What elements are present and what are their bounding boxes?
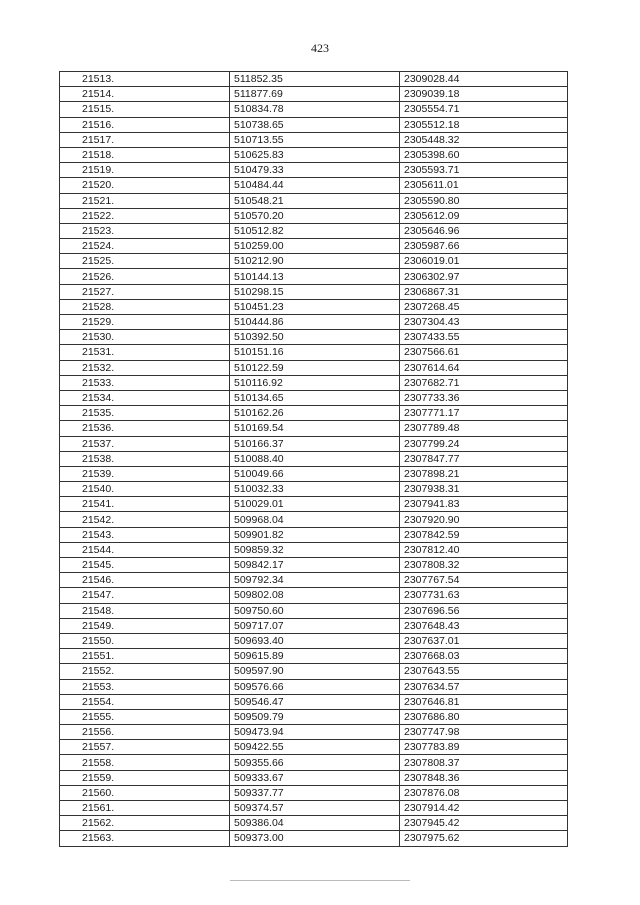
table-row bbox=[60, 330, 568, 345]
table-row bbox=[60, 816, 568, 831]
northing-cell: 2307789.48 bbox=[400, 421, 568, 436]
table-row bbox=[60, 497, 568, 512]
serial-number-cell: 21543. bbox=[60, 527, 230, 542]
northing-cell: 2307941.83 bbox=[400, 497, 568, 512]
northing-cell: 2305554.71 bbox=[400, 102, 568, 117]
northing-cell: 2309028.44 bbox=[400, 72, 568, 87]
table-row bbox=[60, 254, 568, 269]
northing-cell: 2307646.81 bbox=[400, 694, 568, 709]
serial-number-cell: 21522. bbox=[60, 208, 230, 223]
table-row bbox=[60, 375, 568, 390]
northing-cell: 2305512.18 bbox=[400, 117, 568, 132]
table-row bbox=[60, 725, 568, 740]
table-row bbox=[60, 163, 568, 178]
serial-number-cell: 21528. bbox=[60, 299, 230, 314]
northing-cell: 2307945.42 bbox=[400, 816, 568, 831]
serial-number-cell: 21554. bbox=[60, 694, 230, 709]
serial-number-cell: 21533. bbox=[60, 375, 230, 390]
serial-number-cell: 21517. bbox=[60, 132, 230, 147]
serial-number-cell: 21518. bbox=[60, 147, 230, 162]
table-row bbox=[60, 801, 568, 816]
table-row bbox=[60, 87, 568, 102]
easting-cell: 510444.86 bbox=[230, 315, 400, 330]
northing-cell: 2309039.18 bbox=[400, 87, 568, 102]
serial-number-cell: 21523. bbox=[60, 223, 230, 238]
table-row bbox=[60, 466, 568, 481]
northing-cell: 2307842.59 bbox=[400, 527, 568, 542]
serial-number-cell: 21537. bbox=[60, 436, 230, 451]
table-row bbox=[60, 284, 568, 299]
serial-number-cell: 21530. bbox=[60, 330, 230, 345]
easting-cell: 511877.69 bbox=[230, 87, 400, 102]
table-row bbox=[60, 360, 568, 375]
page-footer-rule bbox=[230, 880, 410, 881]
easting-cell: 509968.04 bbox=[230, 512, 400, 527]
northing-cell: 2307304.43 bbox=[400, 315, 568, 330]
northing-cell: 2307847.77 bbox=[400, 451, 568, 466]
easting-cell: 510484.44 bbox=[230, 178, 400, 193]
table-row bbox=[60, 709, 568, 724]
serial-number-cell: 21535. bbox=[60, 406, 230, 421]
table-row bbox=[60, 193, 568, 208]
serial-number-cell: 21546. bbox=[60, 573, 230, 588]
northing-cell: 2307783.89 bbox=[400, 740, 568, 755]
easting-cell: 509374.57 bbox=[230, 801, 400, 816]
easting-cell: 509750.60 bbox=[230, 603, 400, 618]
serial-number-cell: 21561. bbox=[60, 801, 230, 816]
easting-cell: 510088.40 bbox=[230, 451, 400, 466]
easting-cell: 510259.00 bbox=[230, 239, 400, 254]
table-row bbox=[60, 679, 568, 694]
northing-cell: 2305448.32 bbox=[400, 132, 568, 147]
northing-cell: 2307808.37 bbox=[400, 755, 568, 770]
serial-number-cell: 21538. bbox=[60, 451, 230, 466]
serial-number-cell: 21550. bbox=[60, 633, 230, 648]
serial-number-cell: 21540. bbox=[60, 482, 230, 497]
northing-cell: 2307898.21 bbox=[400, 466, 568, 481]
easting-cell: 509333.67 bbox=[230, 770, 400, 785]
table-row bbox=[60, 436, 568, 451]
easting-cell: 509546.47 bbox=[230, 694, 400, 709]
easting-cell: 509792.34 bbox=[230, 573, 400, 588]
serial-number-cell: 21560. bbox=[60, 785, 230, 800]
northing-cell: 2307848.36 bbox=[400, 770, 568, 785]
table-row bbox=[60, 147, 568, 162]
easting-cell: 510032.33 bbox=[230, 482, 400, 497]
easting-cell: 510392.50 bbox=[230, 330, 400, 345]
easting-cell: 510713.55 bbox=[230, 132, 400, 147]
serial-number-cell: 21563. bbox=[60, 831, 230, 846]
northing-cell: 2305987.66 bbox=[400, 239, 568, 254]
easting-cell: 509509.79 bbox=[230, 709, 400, 724]
serial-number-cell: 21547. bbox=[60, 588, 230, 603]
easting-cell: 510134.65 bbox=[230, 390, 400, 405]
table-row bbox=[60, 208, 568, 223]
serial-number-cell: 21520. bbox=[60, 178, 230, 193]
serial-number-cell: 21514. bbox=[60, 87, 230, 102]
northing-cell: 2307731.63 bbox=[400, 588, 568, 603]
serial-number-cell: 21551. bbox=[60, 649, 230, 664]
northing-cell: 2307643.55 bbox=[400, 664, 568, 679]
table-row bbox=[60, 527, 568, 542]
table-row bbox=[60, 831, 568, 846]
easting-cell: 510738.65 bbox=[230, 117, 400, 132]
easting-cell: 510298.15 bbox=[230, 284, 400, 299]
serial-number-cell: 21557. bbox=[60, 740, 230, 755]
northing-cell: 2307634.57 bbox=[400, 679, 568, 694]
northing-cell: 2305611.01 bbox=[400, 178, 568, 193]
easting-cell: 510122.59 bbox=[230, 360, 400, 375]
table-row bbox=[60, 603, 568, 618]
northing-cell: 2307433.55 bbox=[400, 330, 568, 345]
table-row bbox=[60, 299, 568, 314]
table-row bbox=[60, 239, 568, 254]
serial-number-cell: 21527. bbox=[60, 284, 230, 299]
table-row bbox=[60, 573, 568, 588]
easting-cell: 509615.89 bbox=[230, 649, 400, 664]
serial-number-cell: 21544. bbox=[60, 542, 230, 557]
serial-number-cell: 21556. bbox=[60, 725, 230, 740]
easting-cell: 510162.26 bbox=[230, 406, 400, 421]
serial-number-cell: 21524. bbox=[60, 239, 230, 254]
northing-cell: 2307268.45 bbox=[400, 299, 568, 314]
easting-cell: 509802.08 bbox=[230, 588, 400, 603]
serial-number-cell: 21558. bbox=[60, 755, 230, 770]
northing-cell: 2306019.01 bbox=[400, 254, 568, 269]
table-row bbox=[60, 117, 568, 132]
easting-cell: 509576.66 bbox=[230, 679, 400, 694]
table-row bbox=[60, 618, 568, 633]
serial-number-cell: 21553. bbox=[60, 679, 230, 694]
northing-cell: 2305646.96 bbox=[400, 223, 568, 238]
northing-cell: 2307733.36 bbox=[400, 390, 568, 405]
northing-cell: 2307682.71 bbox=[400, 375, 568, 390]
table-row bbox=[60, 694, 568, 709]
serial-number-cell: 21534. bbox=[60, 390, 230, 405]
northing-cell: 2307614.64 bbox=[400, 360, 568, 375]
serial-number-cell: 21526. bbox=[60, 269, 230, 284]
serial-number-cell: 21562. bbox=[60, 816, 230, 831]
page-number: 423 bbox=[311, 41, 329, 55]
easting-cell: 510049.66 bbox=[230, 466, 400, 481]
serial-number-cell: 21539. bbox=[60, 466, 230, 481]
northing-cell: 2307876.08 bbox=[400, 785, 568, 800]
easting-cell: 509901.82 bbox=[230, 527, 400, 542]
table-row bbox=[60, 132, 568, 147]
coordinates-table-body bbox=[60, 72, 568, 847]
easting-cell: 510834.78 bbox=[230, 102, 400, 117]
serial-number-cell: 21516. bbox=[60, 117, 230, 132]
easting-cell: 509473.94 bbox=[230, 725, 400, 740]
serial-number-cell: 21559. bbox=[60, 770, 230, 785]
easting-cell: 509386.04 bbox=[230, 816, 400, 831]
northing-cell: 2305398.60 bbox=[400, 147, 568, 162]
serial-number-cell: 21555. bbox=[60, 709, 230, 724]
coordinates-table bbox=[59, 71, 568, 847]
serial-number-cell: 21515. bbox=[60, 102, 230, 117]
northing-cell: 2305593.71 bbox=[400, 163, 568, 178]
table-row bbox=[60, 451, 568, 466]
easting-cell: 509597.90 bbox=[230, 664, 400, 679]
table-row bbox=[60, 102, 568, 117]
serial-number-cell: 21536. bbox=[60, 421, 230, 436]
easting-cell: 510151.16 bbox=[230, 345, 400, 360]
easting-cell: 509422.55 bbox=[230, 740, 400, 755]
northing-cell: 2307938.31 bbox=[400, 482, 568, 497]
easting-cell: 509859.32 bbox=[230, 542, 400, 557]
easting-cell: 510029.01 bbox=[230, 497, 400, 512]
serial-number-cell: 21549. bbox=[60, 618, 230, 633]
table-row bbox=[60, 588, 568, 603]
easting-cell: 509355.66 bbox=[230, 755, 400, 770]
table-row bbox=[60, 542, 568, 557]
easting-cell: 510451.23 bbox=[230, 299, 400, 314]
serial-number-cell: 21552. bbox=[60, 664, 230, 679]
table-row bbox=[60, 770, 568, 785]
table-row bbox=[60, 633, 568, 648]
northing-cell: 2307975.62 bbox=[400, 831, 568, 846]
serial-number-cell: 21532. bbox=[60, 360, 230, 375]
serial-number-cell: 21545. bbox=[60, 558, 230, 573]
easting-cell: 509717.07 bbox=[230, 618, 400, 633]
easting-cell: 510625.83 bbox=[230, 147, 400, 162]
easting-cell: 510144.13 bbox=[230, 269, 400, 284]
easting-cell: 510116.92 bbox=[230, 375, 400, 390]
table-row bbox=[60, 649, 568, 664]
serial-number-cell: 21541. bbox=[60, 497, 230, 512]
easting-cell: 510166.37 bbox=[230, 436, 400, 451]
serial-number-cell: 21529. bbox=[60, 315, 230, 330]
table-row bbox=[60, 223, 568, 238]
table-row bbox=[60, 269, 568, 284]
table-row bbox=[60, 178, 568, 193]
northing-cell: 2307812.40 bbox=[400, 542, 568, 557]
easting-cell: 510479.33 bbox=[230, 163, 400, 178]
easting-cell: 510570.20 bbox=[230, 208, 400, 223]
northing-cell: 2307920.90 bbox=[400, 512, 568, 527]
northing-cell: 2307799.24 bbox=[400, 436, 568, 451]
northing-cell: 2307808.32 bbox=[400, 558, 568, 573]
table-row bbox=[60, 315, 568, 330]
serial-number-cell: 21542. bbox=[60, 512, 230, 527]
northing-cell: 2307914.42 bbox=[400, 801, 568, 816]
northing-cell: 2307771.17 bbox=[400, 406, 568, 421]
northing-cell: 2307566.61 bbox=[400, 345, 568, 360]
easting-cell: 509693.40 bbox=[230, 633, 400, 648]
northing-cell: 2307668.03 bbox=[400, 649, 568, 664]
serial-number-cell: 21521. bbox=[60, 193, 230, 208]
easting-cell: 510548.21 bbox=[230, 193, 400, 208]
northing-cell: 2307648.43 bbox=[400, 618, 568, 633]
easting-cell: 509842.17 bbox=[230, 558, 400, 573]
table-row bbox=[60, 421, 568, 436]
serial-number-cell: 21531. bbox=[60, 345, 230, 360]
table-row bbox=[60, 785, 568, 800]
table-row bbox=[60, 390, 568, 405]
northing-cell: 2306302.97 bbox=[400, 269, 568, 284]
easting-cell: 511852.35 bbox=[230, 72, 400, 87]
northing-cell: 2307686.80 bbox=[400, 709, 568, 724]
northing-cell: 2306867.31 bbox=[400, 284, 568, 299]
serial-number-cell: 21519. bbox=[60, 163, 230, 178]
table-row bbox=[60, 664, 568, 679]
easting-cell: 510212.90 bbox=[230, 254, 400, 269]
northing-cell: 2307637.01 bbox=[400, 633, 568, 648]
northing-cell: 2307747.98 bbox=[400, 725, 568, 740]
table-row bbox=[60, 755, 568, 770]
table-row bbox=[60, 406, 568, 421]
easting-cell: 510512.82 bbox=[230, 223, 400, 238]
northing-cell: 2307767.54 bbox=[400, 573, 568, 588]
table-row bbox=[60, 482, 568, 497]
easting-cell: 510169.54 bbox=[230, 421, 400, 436]
table-row bbox=[60, 512, 568, 527]
northing-cell: 2305612.09 bbox=[400, 208, 568, 223]
serial-number-cell: 21513. bbox=[60, 72, 230, 87]
serial-number-cell: 21525. bbox=[60, 254, 230, 269]
table-row bbox=[60, 558, 568, 573]
northing-cell: 2305590.80 bbox=[400, 193, 568, 208]
serial-number-cell: 21548. bbox=[60, 603, 230, 618]
northing-cell: 2307696.56 bbox=[400, 603, 568, 618]
table-row bbox=[60, 740, 568, 755]
table-row bbox=[60, 72, 568, 87]
table-row bbox=[60, 345, 568, 360]
easting-cell: 509337.77 bbox=[230, 785, 400, 800]
easting-cell: 509373.00 bbox=[230, 831, 400, 846]
